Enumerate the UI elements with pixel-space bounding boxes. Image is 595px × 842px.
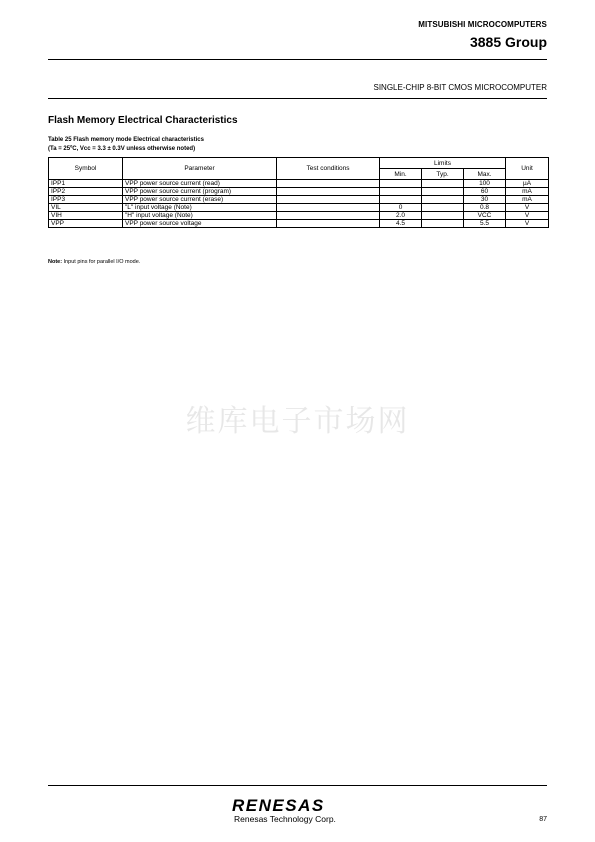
col-header-limits: Limits (380, 158, 506, 169)
cell-unit: V (506, 204, 549, 212)
table-row (49, 212, 549, 220)
table-body (49, 180, 549, 228)
col-header-symbol: Symbol (49, 158, 123, 180)
cell-test (277, 188, 380, 196)
cell-parameter: "L" input voltage (Note) (123, 204, 277, 212)
cell-min (380, 196, 422, 204)
cell-symbol: IPP3 (49, 196, 123, 204)
note-text: Input pins for parallel I/O mode. (62, 259, 141, 265)
table-title: Table 25 Flash memory mode Electrical characteristics (48, 137, 204, 143)
cell-min (380, 188, 422, 196)
section-title: Flash Memory Electrical Characteristics (48, 115, 238, 126)
cell-unit: mA (506, 188, 549, 196)
cell-max: 100 (464, 180, 506, 188)
cell-symbol: VIH (49, 212, 123, 220)
table-note (48, 259, 140, 265)
header-company: MITSUBISHI MICROCOMPUTERS (418, 20, 547, 29)
characteristics-table (48, 157, 549, 228)
renesas-logo (232, 797, 362, 825)
cell-max: 5.5 (464, 220, 506, 228)
cell-symbol: VIL (49, 204, 123, 212)
cell-typ (422, 220, 464, 228)
cell-max: VCC (464, 212, 506, 220)
cell-min: 0 (380, 204, 422, 212)
logo-subtitle: Renesas Technology Corp. (234, 814, 336, 824)
header-group-title: 3885 Group (469, 34, 547, 50)
header-divider (48, 59, 547, 60)
cell-max: 60 (464, 188, 506, 196)
col-header-parameter: Parameter (123, 158, 277, 180)
subtitle-divider (48, 98, 547, 99)
cell-symbol: VPP (49, 220, 123, 228)
cell-typ (422, 212, 464, 220)
cell-symbol: IPP2 (49, 188, 123, 196)
footer-divider (48, 785, 547, 786)
note-label: Note: (48, 259, 63, 265)
cell-min (380, 180, 422, 188)
cell-symbol: IPP1 (49, 180, 123, 188)
cell-min: 4.5 (380, 220, 422, 228)
page-number: 87 (539, 816, 547, 823)
cell-typ (422, 188, 464, 196)
cell-parameter: VPP power source current (erase) (123, 196, 277, 204)
cell-max: 0.8 (464, 204, 506, 212)
table-row (49, 196, 549, 204)
cell-parameter: VPP power source voltage (123, 220, 277, 228)
col-header-unit: Unit (506, 158, 549, 180)
logo-wordmark: RENESAS (232, 796, 325, 815)
cell-max: 30 (464, 196, 506, 204)
cell-typ (422, 196, 464, 204)
cell-typ (422, 180, 464, 188)
cell-unit: V (506, 212, 549, 220)
cell-unit: V (506, 220, 549, 228)
header-subtitle: SINGLE-CHIP 8-BIT CMOS MICROCOMPUTER (373, 83, 547, 92)
cell-parameter: VPP power source current (program) (123, 188, 277, 196)
cell-unit: µA (506, 180, 549, 188)
cell-parameter: "H" input voltage (Note) (123, 212, 277, 220)
col-header-test-conditions: Test conditions (277, 158, 380, 180)
cell-test (277, 196, 380, 204)
watermark: 维库电子市场网 (185, 404, 410, 439)
cell-min: 2.0 (380, 212, 422, 220)
col-header-max: Max. (464, 169, 506, 180)
cell-test (277, 180, 380, 188)
cell-typ (422, 204, 464, 212)
col-header-typ: Typ. (422, 169, 464, 180)
cell-test (277, 220, 380, 228)
table-row (49, 180, 549, 188)
col-header-min: Min. (380, 169, 422, 180)
table-row (49, 220, 549, 228)
cell-parameter: VPP power source current (read) (123, 180, 277, 188)
table-row (49, 188, 549, 196)
cell-test (277, 212, 380, 220)
table-row (49, 204, 549, 212)
table-conditions: (Ta = 25ºC, Vcc = 3.3 ± 0.3V unless otherwise noted) (48, 146, 196, 152)
cell-unit: mA (506, 196, 549, 204)
cell-test (277, 204, 380, 212)
